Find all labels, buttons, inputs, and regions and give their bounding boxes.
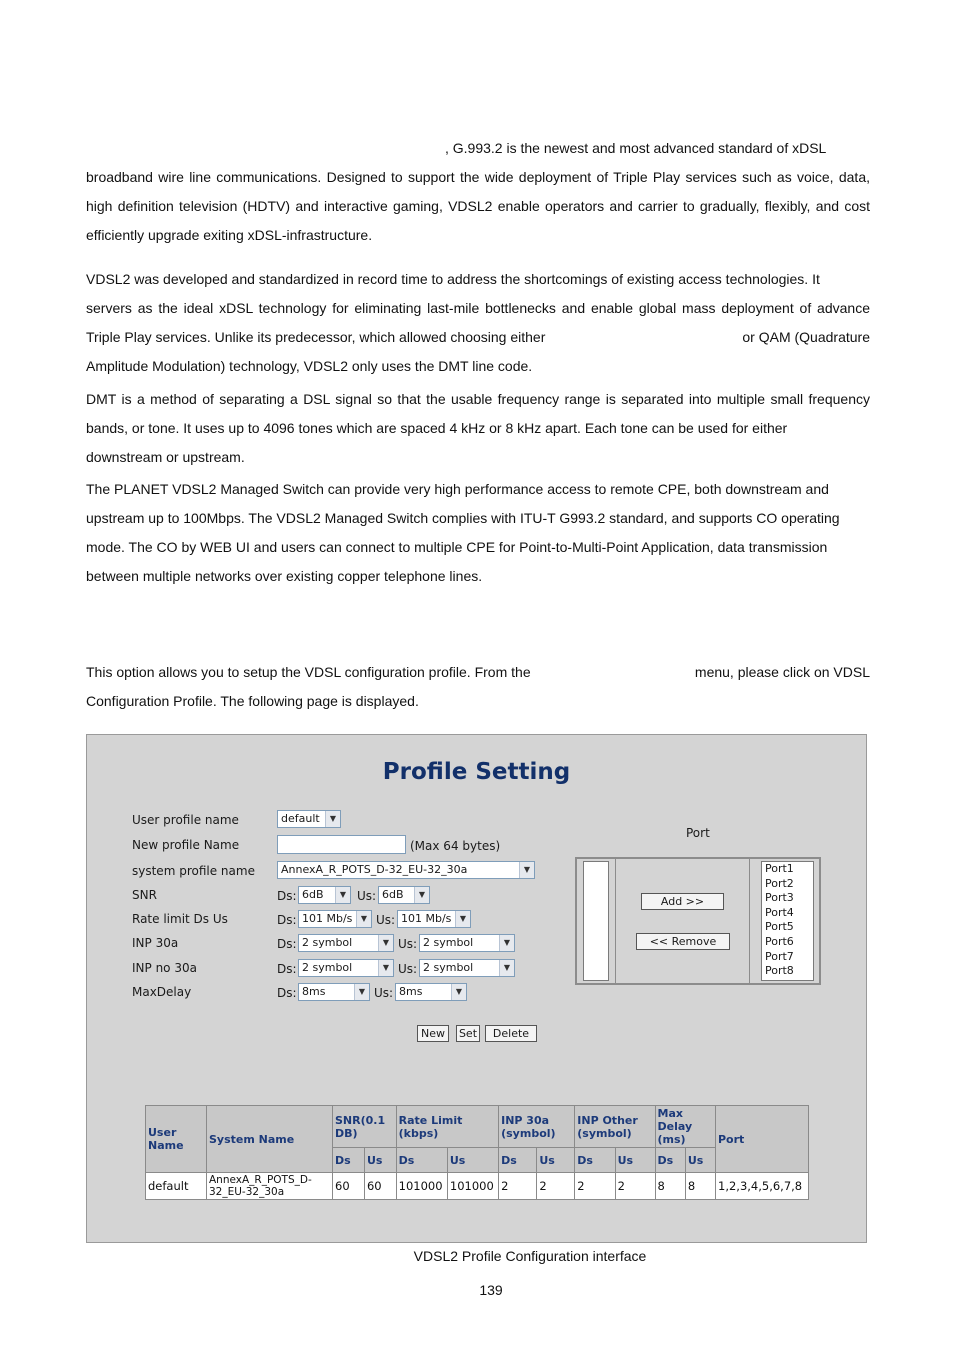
cell-port: 1,2,3,4,5,6,7,8 [716,1173,809,1200]
divider [749,859,750,983]
ds-prefix: Ds: [277,986,297,1000]
th-us: Us [685,1148,715,1173]
cell-inpother-us: 2 [615,1173,655,1200]
page-number: 139 [479,1282,503,1298]
text-line: The PLANET VDSL2 Managed Switch can provide very high performance access to remote CPE, both downstream and [86,481,829,497]
cell-inpother-ds: 2 [575,1173,615,1200]
paragraph-profile-option [86,658,870,716]
ds-prefix: Ds: [277,913,297,927]
max-bytes-hint: (Max 64 bytes) [410,839,501,853]
text-line: servers as the ideal xDSL technology for eliminating last-mile bottlenecks and enable global mass deployment of advance [86,300,870,316]
us-prefix: Us: [376,913,396,927]
list-item[interactable]: Port5 [765,920,794,934]
text-line: upstream up to 100Mbps. The VDSL2 Managed Switch complies with ITU-T G993.2 standard, and supports CO operating [86,510,840,526]
chevron-down-icon: ▼ [378,935,393,951]
text-line: mode. The CO by WEB UI and users can connect to multiple CPE for Point-to-Multi-Point Application, data transmission [86,539,828,555]
cell-inp30a-ds: 2 [499,1173,537,1200]
delete-button[interactable]: Delete [485,1025,537,1042]
add-port-button[interactable]: Add >> [641,893,724,910]
cell-delay-ds: 8 [655,1173,685,1200]
paragraph-dmt [86,385,870,472]
rate-ds-select[interactable] [298,910,372,928]
chevron-down-icon: ▼ [414,887,429,903]
chevron-down-icon: ▼ [354,984,369,1000]
divider [615,859,616,983]
th-ds: Ds [655,1148,685,1173]
cell-system: AnnexA_R_POTS_D-32_EU-32_30a [207,1173,333,1200]
text-segment: This option allows you to setup the VDSL configuration profile. From the [86,664,531,680]
cell-user: default [146,1173,207,1200]
inp-no-30a-label: INP no 30a [132,961,197,975]
text-line: high definition television (HDTV) and interactive gaming, VDSL2 enable operators and carrier to gradually, flexibly, and cost [86,198,870,214]
delay-ds-select[interactable] [298,983,370,1001]
th-ds: Ds [333,1148,365,1173]
new-profile-name-input[interactable] [277,835,406,854]
text-line: , G.993.2 is the newest and most advanced standard of xDSL [445,140,827,156]
rate-us-value: 101 Mb/s [401,912,452,925]
th-user-name: User Name [146,1106,207,1173]
th-ds: Ds [396,1148,447,1173]
us-prefix: Us: [398,962,418,976]
inpno-us-value: 2 symbol [423,961,474,974]
profile-table [145,1105,809,1200]
th-snr: SNR(0.1 DB) [333,1106,397,1148]
inp30a-us-value: 2 symbol [423,936,474,949]
cell-snr-ds: 60 [333,1173,365,1200]
us-prefix: Us: [374,986,394,1000]
delay-ds-value: 8ms [302,985,326,998]
th-max-delay: Max Delay (ms) [655,1106,716,1148]
cell-rate-us: 101000 [447,1173,498,1200]
delay-us-value: 8ms [399,985,423,998]
ds-prefix: Ds: [277,889,297,903]
text-line: bands, or tone. It uses up to 4096 tones which are spaced 4 kHz or 8 kHz apart. Each tone can be used for either [86,420,788,436]
port-assign-panel [575,857,821,985]
delay-us-select[interactable] [395,983,467,1001]
user-profile-value: default [281,812,320,825]
paragraph-planet-switch [86,475,870,591]
snr-label: SNR [132,888,157,902]
snr-ds-value: 6dB [302,888,324,901]
list-item[interactable]: Port6 [765,934,794,948]
text-line: efficiently upgrade exiting xDSL-infrastructure. [86,227,373,243]
chevron-down-icon: ▼ [335,887,350,903]
new-profile-name-label: New profile Name [132,838,240,852]
snr-us-select[interactable] [378,886,430,904]
chevron-down-icon: ▼ [519,862,534,878]
user-profile-select[interactable] [277,810,341,828]
inp-30a-label: INP 30a [132,936,179,950]
th-us: Us [447,1148,498,1173]
chevron-down-icon: ▼ [451,984,466,1000]
cell-rate-ds: 101000 [396,1173,447,1200]
inp30a-ds-select[interactable] [298,934,394,952]
chevron-down-icon: ▼ [455,911,470,927]
text-line: VDSL2 was developed and standardized in record time to address the shortcomings of existing access technologies. It [86,271,820,287]
inpno-us-select[interactable] [419,959,515,977]
system-profile-value: AnnexA_R_POTS_D-32_EU-32_30a [281,863,468,876]
chevron-down-icon: ▼ [378,960,393,976]
th-inp-other: INP Other (symbol) [575,1106,655,1148]
list-item[interactable]: Port7 [765,949,794,963]
text-line [86,323,870,352]
text-segment: or QAM (Quadrature [742,329,870,345]
inpno-ds-select[interactable] [298,959,394,977]
us-prefix: Us: [357,889,377,903]
snr-us-value: 6dB [382,888,404,901]
list-item[interactable]: Port3 [765,891,794,905]
port-label: Port [686,826,710,840]
text-segment: Triple Play services. Unlike its predecessor, which allowed choosing either [86,329,546,345]
th-us: Us [615,1148,655,1173]
paragraph-vdsl2-intro [86,134,870,250]
cell-inp30a-us: 2 [537,1173,575,1200]
chevron-down-icon: ▼ [325,811,340,827]
available-ports-list[interactable] [583,861,609,981]
system-profile-select[interactable] [277,861,535,879]
list-item[interactable]: Port2 [765,876,794,890]
th-inp-30a: INP 30a (symbol) [499,1106,575,1148]
chevron-down-icon: ▼ [499,935,514,951]
th-us: Us [364,1148,396,1173]
rate-limit-label: Rate limit Ds Us [132,912,228,926]
rate-ds-value: 101 Mb/s [302,912,353,925]
th-ds: Ds [575,1148,615,1173]
inp30a-us-select[interactable] [419,934,515,952]
selected-ports-list[interactable] [761,861,814,981]
text-line: Configuration Profile. The following page is displayed. [86,693,419,709]
text-line: DMT is a method of separating a DSL signal so that the usable frequency range is separated into multiple small frequency [86,391,870,407]
text-segment: menu, please click on VDSL [694,664,870,680]
text-line: Amplitude Modulation) technology, VDSL2 only uses the DMT line code. [86,358,533,374]
rate-us-select[interactable] [397,910,471,928]
th-rate-limit: Rate Limit (kbps) [396,1106,498,1148]
text-line: downstream or upstream. [86,449,245,465]
table-row [146,1173,809,1200]
us-prefix: Us: [398,937,418,951]
chevron-down-icon: ▼ [499,960,514,976]
th-port: Port [716,1106,809,1173]
system-profile-name-label: system profile name [132,864,255,878]
list-item[interactable]: Port1 [765,862,794,875]
list-item[interactable]: Port4 [765,905,794,919]
ds-prefix: Ds: [277,962,297,976]
th-system-name: System Name [207,1106,333,1173]
th-us: Us [537,1148,575,1173]
cell-snr-us: 60 [364,1173,396,1200]
new-button[interactable]: New [417,1025,449,1042]
page-title: Profile Setting [382,759,571,785]
text-line: between multiple networks over existing copper telephone lines. [86,568,483,584]
th-ds: Ds [499,1148,537,1173]
snr-ds-select[interactable] [298,886,351,904]
text-line: broadband wire line communications. Designed to support the wide deployment of Triple Play services such as voice, data, [86,169,870,185]
chevron-down-icon: ▼ [356,911,371,927]
list-item[interactable]: Port8 [765,964,794,978]
set-button[interactable]: Set [456,1025,480,1042]
cell-delay-us: 8 [685,1173,715,1200]
profile-setting-screenshot [86,734,867,1243]
inp30a-ds-value: 2 symbol [302,936,353,949]
figure-caption: VDSL2 Profile Configuration interface [413,1248,647,1264]
inpno-ds-value: 2 symbol [302,961,353,974]
user-profile-name-label: User profile name [132,813,239,827]
max-delay-label: MaxDelay [132,985,192,999]
ds-prefix: Ds: [277,937,297,951]
remove-port-button[interactable]: << Remove [636,933,730,950]
text-line [86,658,870,687]
paragraph-vdsl2-development [86,265,870,381]
